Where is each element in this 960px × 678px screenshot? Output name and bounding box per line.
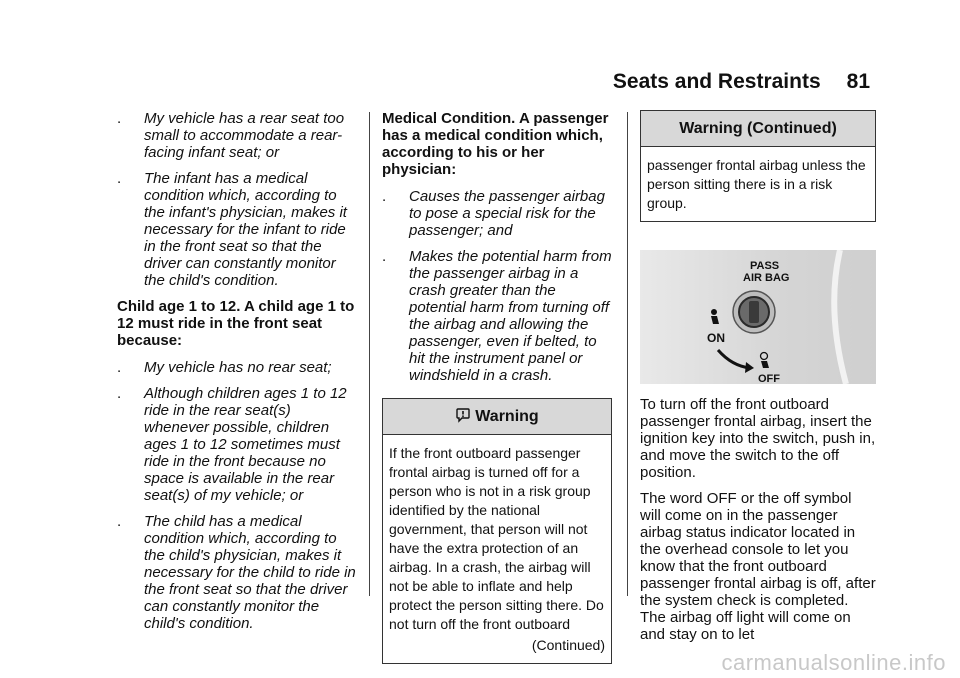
- off-label: OFF: [758, 373, 780, 384]
- warning-title: Warning: [383, 399, 611, 435]
- warning-title: Warning (Continued): [641, 111, 875, 147]
- continued-label: (Continued): [531, 637, 605, 653]
- airbag-label: AIR BAG: [743, 272, 790, 284]
- passenger-on-icon: [711, 309, 719, 324]
- page-header: [613, 70, 870, 94]
- column-middle: [382, 110, 612, 664]
- warning-text: If the front outboard passenger frontal airbag is turned off for a person who is not in a risk group identified by the national government, that person will not have the extra protection of an airbag. In a crash, the airbag will not be able to inflate and help protect the person sitting there. Do not turn off the front outboard: [389, 445, 604, 632]
- warning-box: [382, 398, 612, 664]
- warning-icon: [455, 407, 471, 423]
- page-number: 81: [846, 70, 870, 93]
- list-item: . The infant has a medical condition which, according to the infant's physician, makes it necessary for the infant to ride in the front seat so that the driver can constantly monitor the child's condition.: [117, 170, 347, 289]
- airbag-switch-photo: [640, 250, 876, 384]
- column-divider: [627, 112, 628, 596]
- turn-off-instructions: To turn off the front outboard passenger frontal airbag, insert the ignition key into the switch, push in, and move the switch to the off position.: [640, 396, 876, 481]
- list-item: . My vehicle has no rear seat;: [117, 359, 332, 376]
- pass-label: PASS: [750, 260, 780, 272]
- section-title: Seats and Restraints: [612, 70, 821, 93]
- airbag-switch-illustration: [640, 250, 876, 384]
- watermark: carmanualsonline.info: [721, 650, 946, 675]
- child-age-heading: Child age 1 to 12. A child age 1 to 12 must ride in the front seat because:: [117, 298, 355, 349]
- list-item: . Causes the passenger airbag to pose a special risk for the passenger; and: [382, 188, 605, 239]
- warning-text: passenger frontal airbag unless the person sitting there is in a risk group.: [647, 157, 866, 211]
- list-item: . Although children ages 1 to 12 ride in the rear seat(s) whenever possible, children ages 1 to 12 sometimes must ride in the front because no space is available in the rear seat(s) of my vehicle; or: [117, 385, 347, 504]
- list-item: . The child has a medical condition which, according to the child's physician, makes it necessary for the child to ride in the front seat so that the driver can constantly monitor the child's condition.: [117, 513, 356, 632]
- medical-condition-heading: Medical Condition. A passenger has a medical condition which, according to his or her physician:: [382, 110, 609, 178]
- list-item: . Makes the potential harm from the passenger airbag in a crash greater than the potential harm from turning off the airbag and allowing the passenger, even if belted, to hit the instrument panel or windshield in a crash.: [382, 248, 612, 384]
- passenger-off-icon: [761, 353, 770, 369]
- on-label: ON: [707, 331, 725, 345]
- warning-box-continued: [640, 110, 876, 222]
- off-indicator-description: The word OFF or the off symbol will come on in the passenger airbag status indicator located in the overhead console to let you know that the front outboard passenger frontal airbag is off, after the system check is completed. The airbag off light will come on and stay on to let: [640, 490, 876, 643]
- column-left: [117, 110, 359, 641]
- column-divider: [369, 112, 370, 596]
- column-right: [640, 110, 876, 652]
- list-item: . My vehicle has a rear seat too small to accommodate a rear-facing infant seat; or: [117, 110, 345, 161]
